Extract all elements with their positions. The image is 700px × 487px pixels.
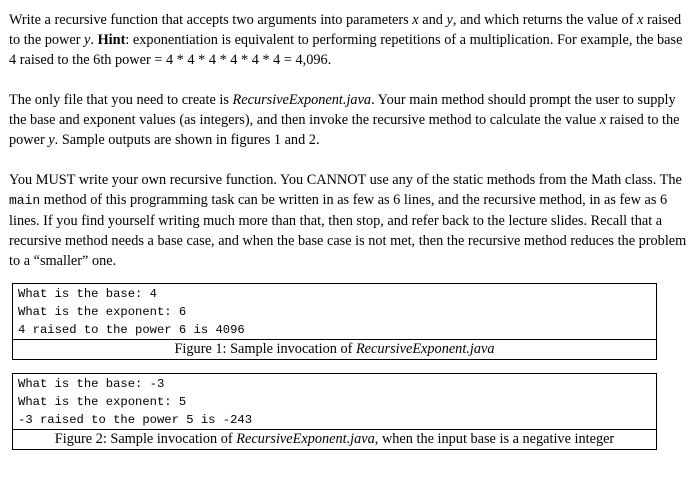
console-output [13, 374, 656, 429]
var-y: y [48, 132, 55, 148]
intro-paragraph [9, 10, 693, 70]
caption-text: Figure 1: Sample invocation of [174, 341, 356, 357]
text-segment: . Sample outputs are shown in figures 1 and 2. [54, 132, 320, 148]
caption-filename: RecursiveExponent.java [355, 341, 495, 357]
text-segment: , and which returns the value of [452, 12, 638, 28]
text-segment: raised to the power [9, 12, 682, 48]
var-y: y [446, 12, 453, 28]
main-code: main [9, 193, 41, 208]
figure-caption [13, 429, 656, 449]
console-line: What is the exponent: 5 [18, 395, 187, 409]
console-output [13, 284, 656, 339]
hint-label: Hint [97, 32, 126, 48]
rules-paragraph [9, 170, 693, 271]
text-segment: The only file that you need to create is [9, 92, 233, 108]
caption-text: , when the input base is a negative integer [374, 431, 615, 447]
console-line: What is the exponent: 6 [18, 305, 187, 319]
assignment-text [9, 10, 693, 271]
var-x: x [637, 12, 644, 28]
console-line: -3 raised to the power 5 is -243 [18, 413, 253, 427]
text-segment: method of this programming task can be written in as few as 6 lines, and the recursive method, in as few as 6 lines. If you find yourself writing much more than that, then stop, and refer back to the lecture slides. Recall that a recursive method needs a base case, and when the base case is not met, then the recursive method reduces the problem to a “smaller” one. [9, 192, 687, 269]
text-segment: . [90, 32, 98, 48]
var-y: y [84, 32, 91, 48]
caption-text: Figure 2: Sample invocation of [54, 431, 237, 447]
console-line: 4 raised to the power 6 is 4096 [18, 323, 245, 337]
figure-caption [13, 339, 656, 359]
text-segment: raised to the power [9, 112, 680, 148]
caption-filename: RecursiveExponent.java [236, 431, 375, 447]
filename: RecursiveExponent.java [232, 92, 372, 108]
figure-2 [12, 373, 657, 450]
text-segment: : exponentiation is equivalent to performing repetitions of a multiplication. For example, the base 4 raised to the 6th power = 4 * 4 * 4 * 4 * 4 * 4 = 4,096. [9, 32, 683, 68]
file-paragraph [9, 90, 693, 150]
var-x: x [412, 12, 419, 28]
console-line: What is the base: -3 [18, 377, 165, 391]
text-segment: . Your main method should prompt the user to supply the base and exponent values (as integers), and then invoke the recursive method to calculate the value [9, 92, 676, 128]
var-x: x [599, 112, 607, 128]
text-segment: and [418, 12, 447, 28]
figure-1 [12, 283, 657, 360]
text-segment: You MUST write your own recursive function. You CANNOT use any of the static methods from the Math class. The [9, 172, 682, 188]
console-line: What is the base: 4 [18, 287, 157, 301]
text-segment: Write a recursive function that accepts two arguments into parameters [9, 12, 413, 28]
